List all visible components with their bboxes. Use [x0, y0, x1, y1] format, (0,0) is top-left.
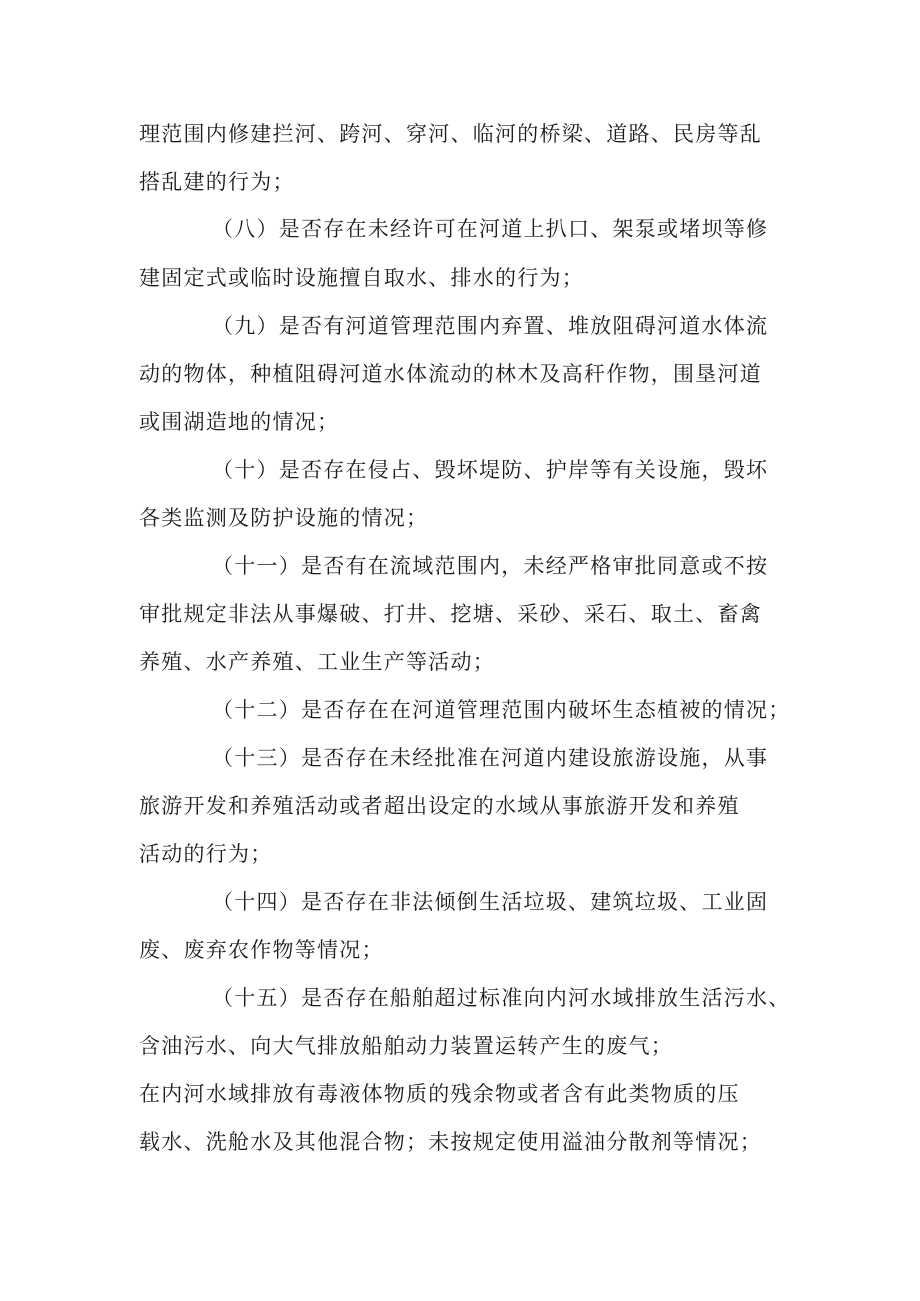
- paragraph-8-line-1: （八）是否存在未经许可在河道上扒口、架泵或堵坝等修: [212, 217, 769, 241]
- paragraph-14-line-1: （十四）是否存在非法倾倒生活垃圾、建筑垃圾、工业固: [212, 890, 769, 914]
- text-line: 建固定式或临时设施擅自取水、排水的行为；: [139, 266, 584, 290]
- text-line: 在内河水域排放有毒液体物质的残余物或者含有此类物质的压: [139, 1082, 740, 1106]
- text-line: 动的物体，种植阻碍河道水体流动的林木及高秆作物，围垦河道: [139, 362, 762, 386]
- paragraph-10-line-1: （十）是否存在侵占、毁坏堤防、护岸等有关设施，毁坏: [212, 458, 769, 482]
- text-line: 搭乱建的行为；: [139, 170, 295, 194]
- text-line: 理范围内修建拦河、跨河、穿河、临河的桥梁、道路、民房等乱: [139, 122, 762, 146]
- text-line: 含油污水、向大气排放船舶动力装置运转产生的废气；: [139, 1034, 673, 1058]
- text-line: 旅游开发和养殖活动或者超出设定的水域从事旅游开发和养殖: [139, 794, 740, 818]
- text-line: 养殖、水产养殖、工业生产等活动；: [139, 650, 495, 674]
- text-line: 各类监测及防护设施的情况；: [139, 506, 429, 530]
- text-line: 废、废弃农作物等情况；: [139, 938, 384, 962]
- paragraph-11-line-1: （十一）是否有在流域范围内，未经严格审批同意或不按: [212, 554, 769, 578]
- text-line: 活动的行为；: [139, 842, 273, 866]
- paragraph-15-line-1: （十五）是否存在船舶超过标准向内河水域排放生活污水、: [212, 986, 791, 1010]
- paragraph-12-line-1: （十二）是否存在在河道管理范围内破坏生态植被的情况；: [212, 698, 791, 722]
- text-line: 或围湖造地的情况；: [139, 410, 340, 434]
- paragraph-9-line-1: （九）是否有河道管理范围内弃置、堆放阻碍河道水体流: [212, 314, 769, 338]
- text-line: 载水、洗舱水及其他混合物；未按规定使用溢油分散剂等情况；: [139, 1130, 762, 1154]
- paragraph-13-line-1: （十三）是否存在未经批准在河道内建设旅游设施，从事: [212, 746, 769, 770]
- text-line: 审批规定非法从事爆破、打井、挖塘、采砂、采石、取土、畜禽: [139, 602, 762, 626]
